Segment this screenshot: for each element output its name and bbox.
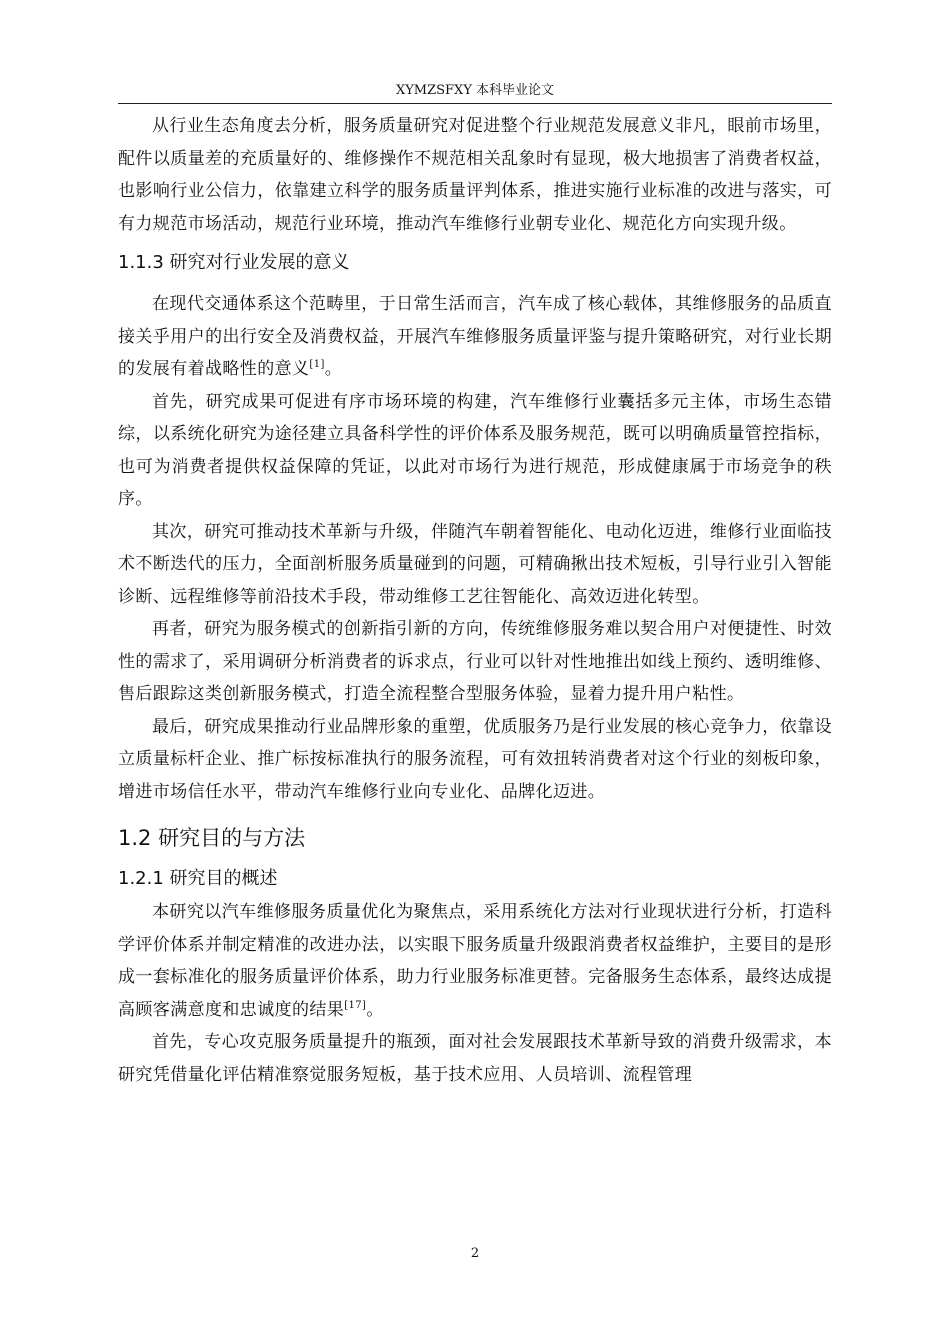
- chapter-heading: 1.2 研究目的与方法: [118, 826, 306, 850]
- citation: [17]: [344, 999, 367, 1011]
- paragraph: 其次，研究可推动技术革新与升级，伴随汽车朝着智能化、电动化迈进，维修行业面临技术不断迭代的压力，全面剖析服务质量碰到的问题，可精确揪出技术短板，引导行业引入智能诊断、远程维修等前沿技术手段，带动维修工艺往智能化、高效迈进化转型。: [118, 521, 832, 607]
- running-header: XYMZSFXY 本科毕业论文: [395, 83, 555, 98]
- page-number: 2: [470, 1246, 480, 1261]
- paragraph: 首先，专心攻克服务质量提升的瓶颈，面对社会发展跟技术革新导致的消费升级需求，本研究凭借量化评估精准察觉服务短板，基于技术应用、人员培训、流程管理: [118, 1032, 832, 1085]
- section-heading: 1.2.1 研究目的概述: [118, 868, 278, 889]
- citation: [1]: [309, 359, 325, 370]
- paragraph: 再者，研究为服务模式的创新指引新的方向，传统维修服务难以契合用户对便捷性、时效性的需求了，采用调研分析消费者的诉求点，行业可以针对性地推出如线上预约、透明维修、售后跟踪这类创新服务模式，打造全流程整合型服务体验，显着力提升用户粘性。: [118, 619, 832, 704]
- header-divider: [118, 103, 832, 104]
- paragraph: 最后，研究成果推动行业品牌形象的重塑，优质服务乃是行业发展的核心竞争力，依靠设立质量标杆企业、推广标按标准执行的服务流程，可有效扭转消费者对这个行业的刻板印象，增进市场信任水平，带动汽车维修行业向专业化、品牌化迈进。: [118, 716, 832, 802]
- document-body: [118, 110, 832, 1091]
- section-heading: 1.1.3 研究对行业发展的意义: [118, 252, 350, 273]
- paragraph: 从行业生态角度去分析，服务质量研究对促进整个行业规范发展意义非凡，眼前市场里，配件以质量差的充质量好的、维修操作不规范相关乱象时有显现，极大地损害了消费者权益，也影响行业公信力，依靠建立科学的服务质量评判体系，推进实施行业标准的改进与落实，可有力规范市场活动，规范行业环境，推动汽车维修行业朝专业化、规范化方向实现升级。: [118, 116, 832, 234]
- paragraph: 首先，研究成果可促进有序市场环境的构建，汽车维修行业囊括多元主体，市场生态错综，以系统化研究为途径建立具备科学性的评价体系及服务规范，既可以明确质量管控指标，也可为消费者提供权益保障的凭证，以此对市场行为进行规范，形成健康属于市场竞争的秩序。: [118, 391, 832, 509]
- paragraph: 本研究以汽车维修服务质量优化为聚焦点，采用系统化方法对行业现状进行分析，打造科学评价体系并制定精准的改进办法，以实眼下服务质量升级跟消费者权益维护，主要目的是形成一套标准化的服务质量评价体系，助力行业服务标准更替。完备服务生态体系，最终达成提高顾客满意度和忠诚度的结果[17]。: [118, 902, 832, 1020]
- paragraph: 在现代交通体系这个范畴里，于日常生活而言，汽车成了核心载体，其维修服务的品质直接关乎用户的出行安全及消费权益，开展汽车维修服务质量评鉴与提升策略研究，对行业长期的发展有着战略性的意义[1]。: [118, 294, 832, 379]
